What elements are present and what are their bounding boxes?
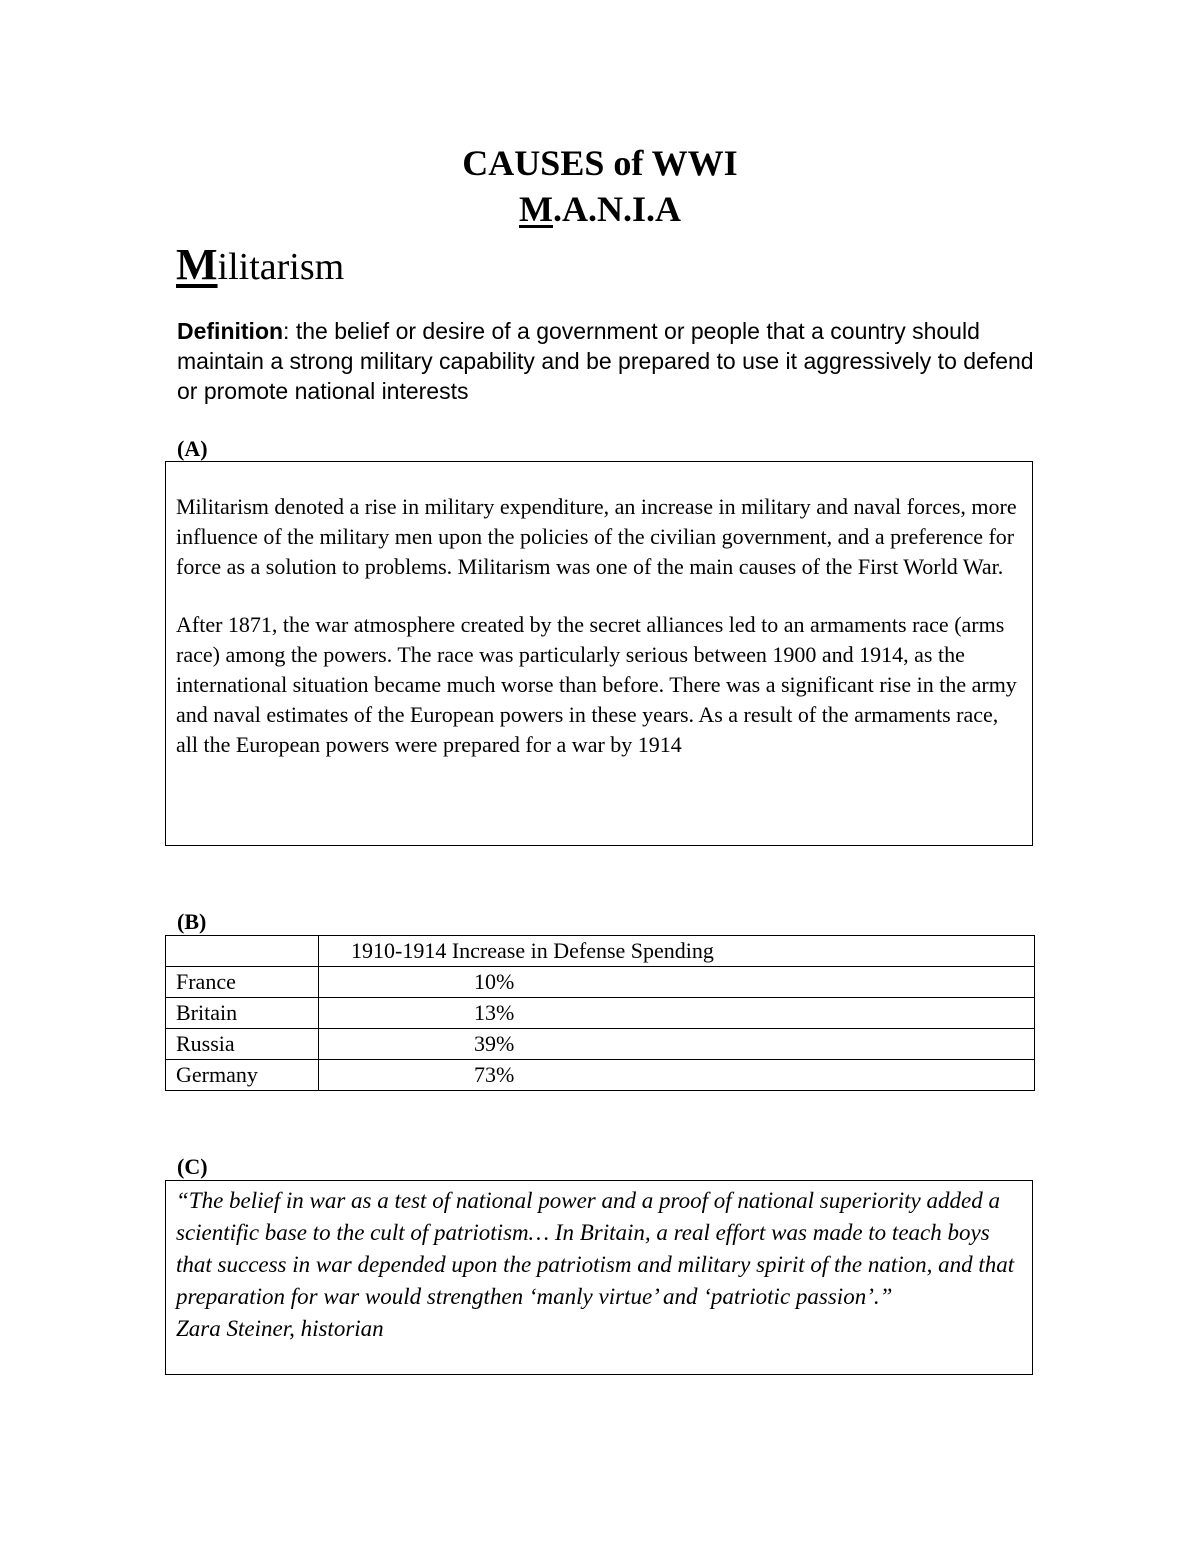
table-row [166, 1060, 1035, 1091]
source-a-label: (A) [177, 436, 208, 461]
table-row [166, 998, 1035, 1029]
document-title [0, 140, 1200, 232]
definition-label: Definition [177, 318, 284, 344]
country-cell: Russia [166, 1029, 319, 1060]
value-cell: 39% [319, 1029, 1035, 1060]
section-heading-militarism [176, 240, 344, 292]
table-header-row [166, 936, 1035, 967]
source-a-paragraph: After 1871, the war atmosphere created by the secret alliances led to an armaments race (arms race) among the powers. The race was particularly serious between 1900 and 1914, as the international situation became much worse than before. There was a significant rise in the army and naval estimates of the European powers in these years. As a result of the armaments race, all the European powers were prepared for a war by 1914 [176, 612, 1017, 757]
table-row [166, 967, 1035, 998]
country-cell: Germany [166, 1060, 319, 1091]
source-b-label: (B) [177, 909, 207, 934]
source-a-paragraph: Militarism denoted a rise in military expenditure, an increase in military and naval forces, more influence of the military men upon the policies of the civilian government, and a preference for force as a solution to problems. Militarism was one of the main causes of the First World War. [176, 494, 1017, 579]
source-c-label: (C) [177, 1154, 208, 1179]
section-heading-rest: ilitarism [217, 246, 345, 288]
table-header-cell: 1910-1914 Increase in Defense Spending [319, 936, 1035, 967]
title-acronym-rest: .A.N.I.A [552, 189, 681, 229]
title-acronym-first-letter: M [519, 189, 553, 229]
title-line-1: CAUSES of WWI [462, 143, 738, 183]
definition-paragraph [177, 316, 1037, 406]
table-header-empty-cell [166, 936, 319, 967]
value-cell: 10% [319, 967, 1035, 998]
source-c-box [165, 1180, 1033, 1375]
country-cell: Britain [166, 998, 319, 1029]
source-c-attribution: Zara Steiner, historian [176, 1316, 384, 1341]
source-a-box [165, 461, 1033, 846]
table-row [166, 1029, 1035, 1060]
country-cell: France [166, 967, 319, 998]
section-heading-first-letter: M [176, 240, 218, 289]
definition-text: : the belief or desire of a government or people that a country should maintain a strong military capability and be prepared to use it aggressively to defend or promote national interests [177, 318, 1034, 404]
value-cell: 13% [319, 998, 1035, 1029]
source-c-quote: “The belief in war as a test of national power and a proof of national superiority added a scientific base to the cult of patriotism… In Britain, a real effort was made to teach boys that success in war depended upon the patriotism and military spirit of the nation, and that preparation for war would strengthen ‘manly virtue’ and ‘patriotic passion’.” [176, 1188, 1015, 1309]
title-line-2 [0, 186, 1200, 232]
value-cell: 73% [319, 1060, 1035, 1091]
defense-spending-table [165, 935, 1035, 1091]
